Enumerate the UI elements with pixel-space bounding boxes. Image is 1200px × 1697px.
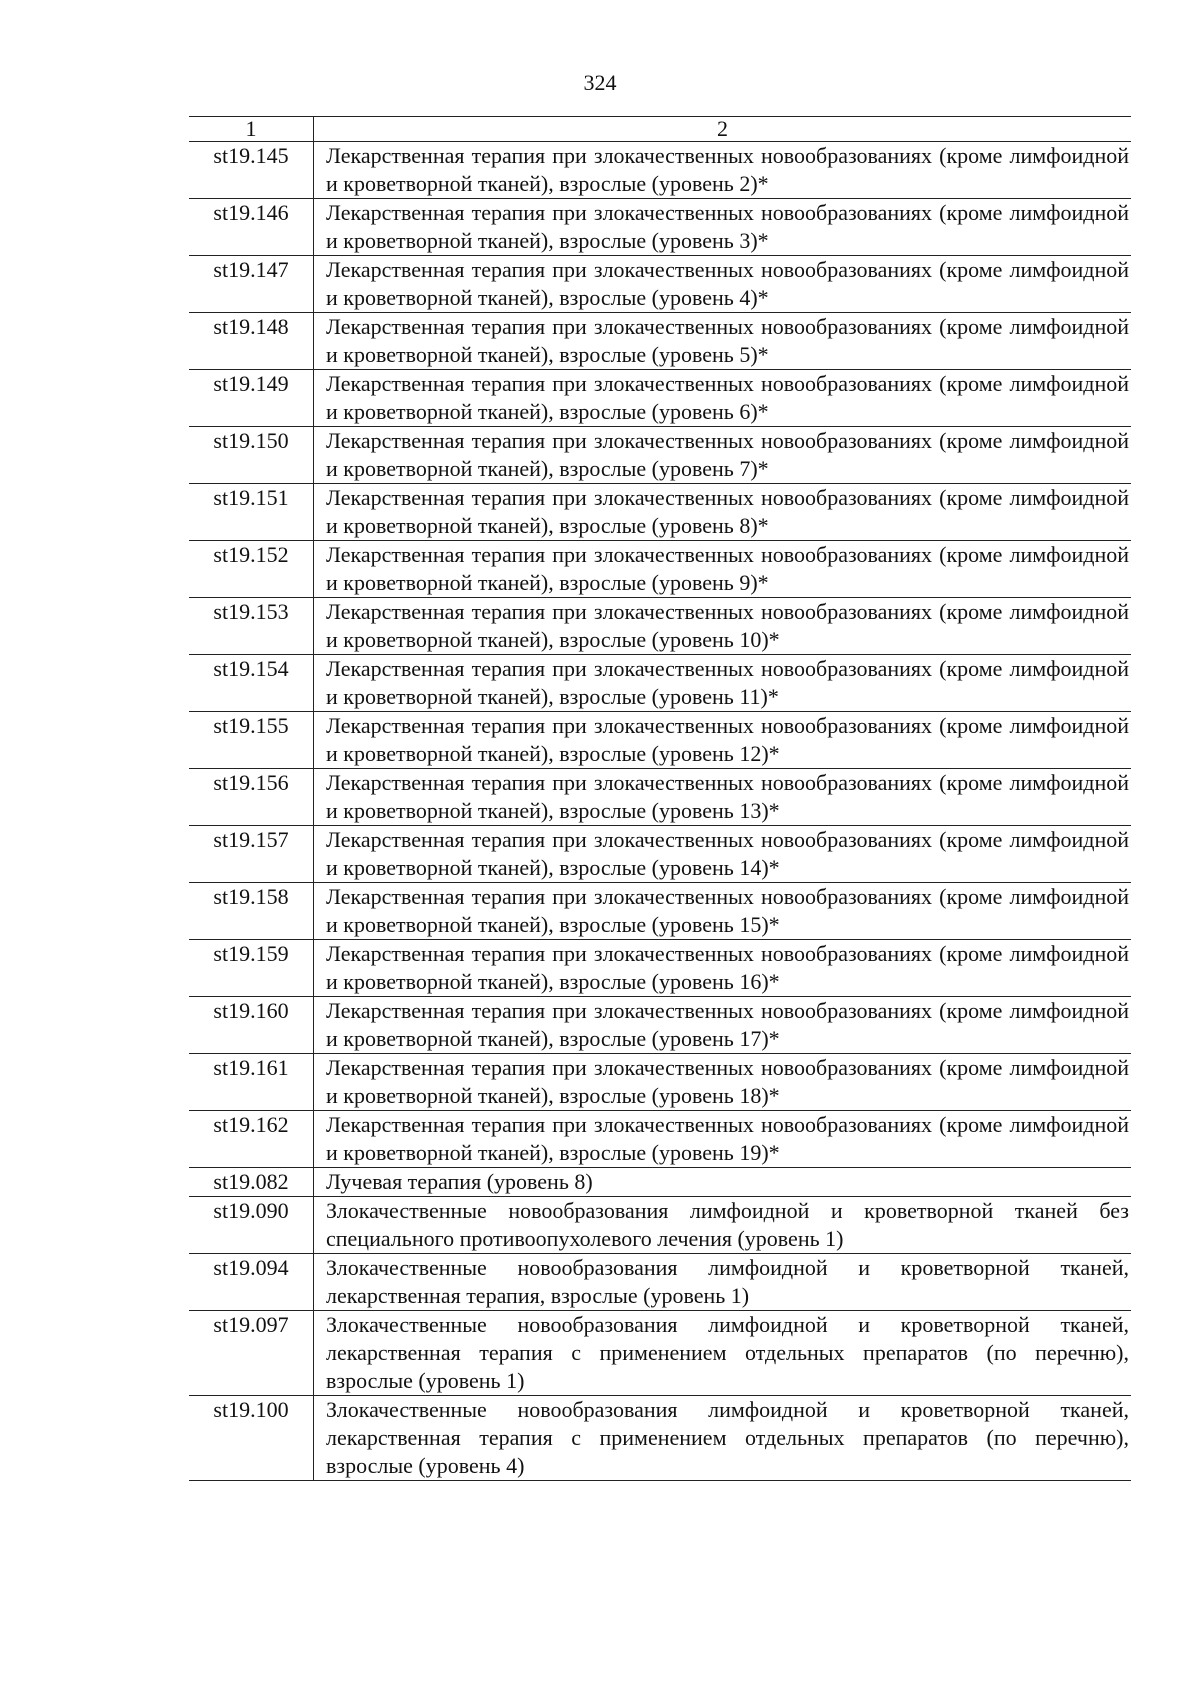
row-name: Лекарственная терапия при злокачественных новообразованиях (кроме лимфоидной и кроветворной тканей), взрослые (уровень 12)* <box>314 712 1132 769</box>
table-row <box>189 1168 1131 1197</box>
page-number: 324 <box>583 70 617 95</box>
row-name: Лекарственная терапия при злокачественных новообразованиях (кроме лимфоидной и кроветворной тканей), взрослые (уровень 13)* <box>314 769 1132 826</box>
row-code: st19.094 <box>189 1254 314 1311</box>
row-code: st19.154 <box>189 655 314 712</box>
row-name: Лучевая терапия (уровень 8) <box>314 1168 1132 1197</box>
row-name: Лекарственная терапия при злокачественных новообразованиях (кроме лимфоидной и кроветворной тканей), взрослые (уровень 3)* <box>314 199 1132 256</box>
row-code: st19.148 <box>189 313 314 370</box>
table-row <box>189 997 1131 1054</box>
row-name: Злокачественные новообразования лимфоидной и кроветворной тканей без специального противоопухолевого лечения (уровень 1) <box>314 1197 1132 1254</box>
row-name: Злокачественные новообразования лимфоидной и кроветворной тканей, лекарственная терапия с применением отдельных препаратов (по перечню), взрослые (уровень 4) <box>314 1396 1132 1481</box>
row-code: st19.097 <box>189 1311 314 1396</box>
row-code: st19.156 <box>189 769 314 826</box>
row-code: st19.155 <box>189 712 314 769</box>
row-name: Лекарственная терапия при злокачественных новообразованиях (кроме лимфоидной и кроветворной тканей), взрослые (уровень 16)* <box>314 940 1132 997</box>
table-row <box>189 1111 1131 1168</box>
table-body <box>189 117 1131 1481</box>
row-code: st19.153 <box>189 598 314 655</box>
row-code: st19.159 <box>189 940 314 997</box>
table-row <box>189 370 1131 427</box>
table-row <box>189 199 1131 256</box>
row-code: st19.090 <box>189 1197 314 1254</box>
row-name: Лекарственная терапия при злокачественных новообразованиях (кроме лимфоидной и кроветворной тканей), взрослые (уровень 11)* <box>314 655 1132 712</box>
table-row <box>189 883 1131 940</box>
row-name: Лекарственная терапия при злокачественных новообразованиях (кроме лимфоидной и кроветворной тканей), взрослые (уровень 5)* <box>314 313 1132 370</box>
row-name: Злокачественные новообразования лимфоидной и кроветворной тканей, лекарственная терапия, взрослые (уровень 1) <box>314 1254 1132 1311</box>
table-header-row <box>189 117 1131 142</box>
table-row <box>189 1197 1131 1254</box>
table-row <box>189 1396 1131 1481</box>
row-code: st19.149 <box>189 370 314 427</box>
row-code: st19.150 <box>189 427 314 484</box>
table-row <box>189 256 1131 313</box>
table-row <box>189 655 1131 712</box>
table-row <box>189 1054 1131 1111</box>
table-row <box>189 484 1131 541</box>
row-code: st19.145 <box>189 142 314 199</box>
table-row <box>189 940 1131 997</box>
table-row <box>189 712 1131 769</box>
row-code: st19.160 <box>189 997 314 1054</box>
row-name: Лекарственная терапия при злокачественных новообразованиях (кроме лимфоидной и кроветворной тканей), взрослые (уровень 17)* <box>314 997 1132 1054</box>
row-code: st19.157 <box>189 826 314 883</box>
row-name: Лекарственная терапия при злокачественных новообразованиях (кроме лимфоидной и кроветворной тканей), взрослые (уровень 18)* <box>314 1054 1132 1111</box>
column-header-2: 2 <box>314 117 1132 142</box>
row-code: st19.161 <box>189 1054 314 1111</box>
row-code: st19.082 <box>189 1168 314 1197</box>
table-row <box>189 826 1131 883</box>
row-code: st19.151 <box>189 484 314 541</box>
table-row <box>189 313 1131 370</box>
table-row <box>189 1254 1131 1311</box>
row-code: st19.146 <box>189 199 314 256</box>
column-header-1: 1 <box>189 117 314 142</box>
row-name: Лекарственная терапия при злокачественных новообразованиях (кроме лимфоидной и кроветворной тканей), взрослые (уровень 2)* <box>314 142 1132 199</box>
row-code: st19.158 <box>189 883 314 940</box>
table-row <box>189 598 1131 655</box>
row-code: st19.152 <box>189 541 314 598</box>
row-name: Злокачественные новообразования лимфоидной и кроветворной тканей, лекарственная терапия с применением отдельных препаратов (по перечню), взрослые (уровень 1) <box>314 1311 1132 1396</box>
row-code: st19.147 <box>189 256 314 313</box>
row-name: Лекарственная терапия при злокачественных новообразованиях (кроме лимфоидной и кроветворной тканей), взрослые (уровень 10)* <box>314 598 1132 655</box>
table-row <box>189 1311 1131 1396</box>
row-name: Лекарственная терапия при злокачественных новообразованиях (кроме лимфоидной и кроветворной тканей), взрослые (уровень 4)* <box>314 256 1132 313</box>
row-name: Лекарственная терапия при злокачественных новообразованиях (кроме лимфоидной и кроветворной тканей), взрослые (уровень 7)* <box>314 427 1132 484</box>
table-row <box>189 769 1131 826</box>
row-name: Лекарственная терапия при злокачественных новообразованиях (кроме лимфоидной и кроветворной тканей), взрослые (уровень 6)* <box>314 370 1132 427</box>
tariff-table <box>189 116 1131 1481</box>
row-code: st19.162 <box>189 1111 314 1168</box>
row-name: Лекарственная терапия при злокачественных новообразованиях (кроме лимфоидной и кроветворной тканей), взрослые (уровень 15)* <box>314 883 1132 940</box>
table-row <box>189 142 1131 199</box>
row-code: st19.100 <box>189 1396 314 1481</box>
row-name: Лекарственная терапия при злокачественных новообразованиях (кроме лимфоидной и кроветворной тканей), взрослые (уровень 8)* <box>314 484 1132 541</box>
row-name: Лекарственная терапия при злокачественных новообразованиях (кроме лимфоидной и кроветворной тканей), взрослые (уровень 14)* <box>314 826 1132 883</box>
table-row <box>189 541 1131 598</box>
table-row <box>189 427 1131 484</box>
row-name: Лекарственная терапия при злокачественных новообразованиях (кроме лимфоидной и кроветворной тканей), взрослые (уровень 19)* <box>314 1111 1132 1168</box>
row-name: Лекарственная терапия при злокачественных новообразованиях (кроме лимфоидной и кроветворной тканей), взрослые (уровень 9)* <box>314 541 1132 598</box>
